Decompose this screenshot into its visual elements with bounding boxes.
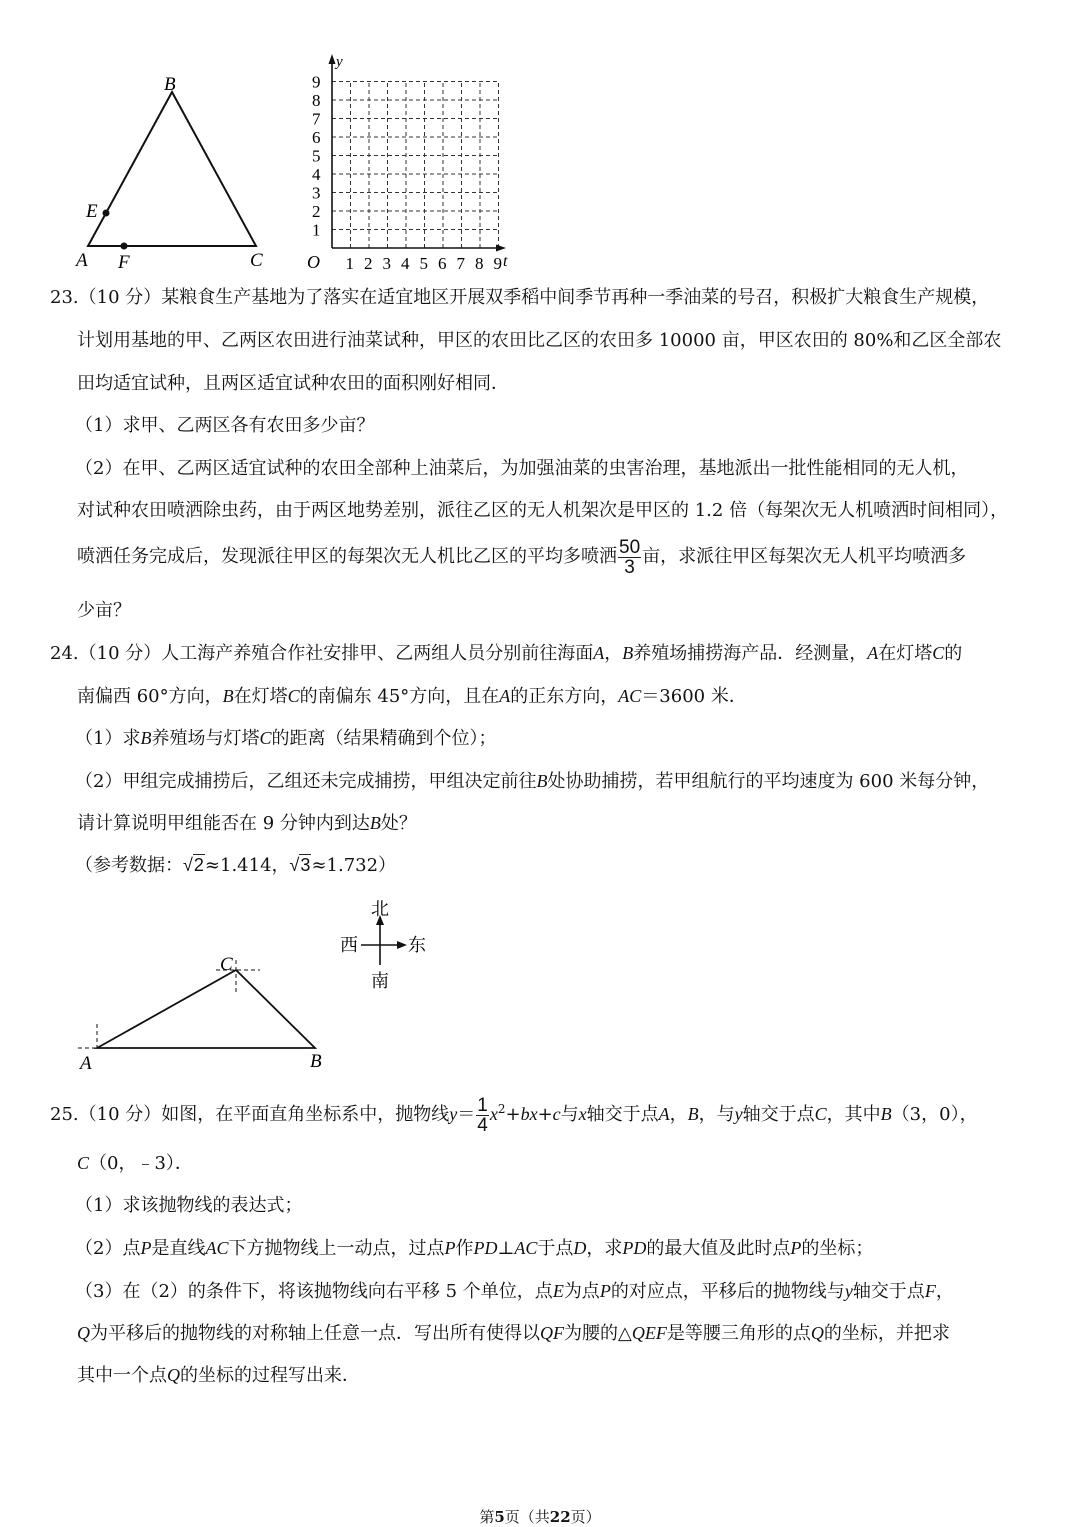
- q25-text: 下方抛物线上一动点，过点: [228, 1238, 445, 1259]
- q25-part-3-line-2: [77, 1322, 950, 1345]
- var-e: E: [552, 1281, 564, 1301]
- page-total: 22: [549, 1508, 571, 1526]
- q24-part-2-line-2: [77, 812, 417, 835]
- q23-part-1: （1）求甲、乙两区各有农田多少亩？: [75, 415, 375, 436]
- var-b: B: [369, 813, 381, 833]
- q24-line-1: [50, 642, 962, 665]
- q23-part-2-line-1: （2）在甲、乙两区适宜试种的农田全部种上油菜后，为加强油菜的虫害治理，基地派出一批性能相同的无人机，: [75, 458, 969, 479]
- y-tick-label: 9: [312, 72, 321, 92]
- var-a: A: [658, 1104, 670, 1124]
- q25-text: ，其中: [826, 1104, 881, 1125]
- q23-line-3: 田均适宜试种，且两区适宜试种农田的面积刚好相同．: [77, 373, 509, 394]
- x-tick-label: 9: [493, 254, 502, 273]
- var-c: c: [552, 1104, 561, 1124]
- q23-text-post-fraction: 亩，求派往甲区每架次无人机平均喷洒多: [642, 546, 967, 567]
- x-tick-label: 1: [345, 254, 354, 273]
- q25-text: 为点: [563, 1281, 600, 1302]
- q24-text: 的距离（结果精确到个位）；: [271, 728, 497, 749]
- q25-part-1: （1）求该抛物线的表达式；: [75, 1195, 303, 1216]
- fraction-50-over-3: [618, 538, 641, 577]
- q24-text: 的正东方向，: [510, 686, 619, 707]
- footer-text: 页（共: [504, 1508, 550, 1526]
- var-c: C: [814, 1104, 827, 1124]
- var-b: B: [140, 728, 152, 748]
- q25-part-3-line-1: [75, 1280, 954, 1303]
- var-c: C: [77, 1153, 90, 1173]
- label-e: E: [86, 201, 98, 222]
- q24-text: 养殖场与灯塔: [151, 728, 260, 749]
- var-x: x: [578, 1104, 587, 1124]
- var-p: P: [790, 1238, 802, 1258]
- label-c: C: [220, 954, 233, 975]
- q25-text: 于点: [537, 1238, 574, 1259]
- q24-text: ≈1.414，: [204, 855, 290, 876]
- q25-part-3-line-3: [77, 1364, 360, 1387]
- q23-text-pre-fraction: 喷洒任务完成后，发现派往甲区的每架次无人机比乙区的平均多喷洒: [77, 546, 617, 567]
- label-c: C: [250, 250, 263, 271]
- q25-text: 其中一个点: [77, 1365, 167, 1386]
- x-tick-label: 2: [364, 254, 373, 273]
- y-tick-label: 5: [312, 146, 321, 166]
- var-y: y: [844, 1281, 853, 1301]
- var-bx: bx: [520, 1104, 538, 1124]
- var-f: F: [924, 1281, 936, 1301]
- coordinate-grid-figure: [300, 50, 520, 275]
- sqrt-3: √3: [289, 855, 311, 875]
- page-footer: [0, 1506, 1080, 1527]
- q25-text: ＝: [457, 1104, 476, 1125]
- q25-text: ⊥: [497, 1238, 515, 1259]
- q25-text: 与: [560, 1104, 579, 1125]
- var-q: Q: [167, 1365, 180, 1385]
- radicand: 2: [193, 855, 204, 875]
- sqrt-2: √2: [183, 855, 204, 875]
- q25-text: 的坐标的过程写出来．: [180, 1365, 360, 1386]
- var-b: B: [536, 771, 548, 791]
- fraction-numerator: 50: [619, 536, 641, 558]
- var-c: C: [932, 643, 945, 663]
- q24-reference-data: [75, 854, 396, 877]
- y-tick-label: 4: [312, 165, 321, 184]
- var-c: C: [287, 686, 300, 706]
- footer-text: 页）: [570, 1508, 601, 1526]
- fraction-denominator: 3: [624, 556, 635, 578]
- q24-text: 的: [944, 643, 963, 664]
- q24-text: （参考数据：: [75, 855, 183, 876]
- q25-text: ，: [935, 1281, 954, 1302]
- q25-text: （0，﹣3）．: [89, 1153, 193, 1174]
- q24-text: 请计算说明甲组能否在 9 分钟内到达: [77, 813, 370, 834]
- q24-text: 的南偏东 45°方向，且在: [299, 686, 500, 707]
- q24-text: 处？: [380, 813, 417, 834]
- var-x: x: [489, 1104, 498, 1124]
- origin-label: O: [307, 252, 320, 272]
- q24-line-2: [77, 685, 747, 708]
- q24-text: 养殖场捕捞海产品．经测量，: [633, 643, 868, 664]
- var-ac: AC: [205, 1238, 229, 1258]
- fraction-1-over-4: [476, 1096, 489, 1135]
- label-b: B: [164, 74, 176, 95]
- var-a: A: [867, 643, 879, 663]
- var-qef: QEF: [631, 1323, 667, 1343]
- q25-text: 轴交于点: [586, 1104, 659, 1125]
- y-axis-label: y: [336, 54, 343, 70]
- q25-text: +: [537, 1104, 553, 1125]
- var-y: y: [734, 1104, 743, 1124]
- q25-text: 的最大值及此时点: [646, 1238, 791, 1259]
- var-a: A: [593, 643, 605, 663]
- y-tick-label: 1: [312, 220, 321, 240]
- var-q: Q: [810, 1323, 824, 1343]
- q25-text: 为平移后的抛物线的对称轴上任意一点．写出所有使得以: [90, 1323, 540, 1344]
- x-tick-label: 7: [456, 254, 465, 273]
- q24-text: 处协助捕捞，若甲组航行的平均速度为 600 米每分钟，: [547, 771, 990, 792]
- label-a: A: [76, 250, 88, 271]
- page-number: 5: [494, 1508, 505, 1526]
- q23-part-2-line-4: 少亩？: [77, 600, 131, 621]
- q25-text: （3）在（2）的条件下，将该抛物线向右平移 5 个单位，点: [75, 1281, 553, 1302]
- q24-text: （2）甲组完成捕捞后，乙组还未完成捕捞，甲组决定前往: [75, 771, 537, 792]
- var-b: B: [622, 643, 634, 663]
- var-d: D: [573, 1238, 587, 1258]
- q25-text: ，求: [586, 1238, 623, 1259]
- compass-north: 北: [371, 899, 389, 919]
- label-b: B: [310, 1051, 322, 1072]
- q25-text: 的坐标，并把求: [823, 1323, 950, 1344]
- label-a: A: [80, 1053, 92, 1074]
- q25-text: +: [505, 1104, 521, 1125]
- var-y: y: [449, 1104, 458, 1124]
- var-p: P: [599, 1281, 611, 1301]
- var-pd: PD: [622, 1238, 647, 1258]
- var-qf: QF: [540, 1323, 564, 1343]
- q24-text: ，: [604, 643, 623, 664]
- point-f: [121, 243, 128, 250]
- q24-text: 24.（10 分）人工海产养殖合作社安排甲、乙两组人员分别前往海面: [50, 643, 594, 664]
- q25-text: 作: [455, 1238, 474, 1259]
- var-b: B: [880, 1104, 892, 1124]
- var-b: B: [222, 686, 234, 706]
- compass-west: 西: [340, 935, 358, 955]
- q25-text: 的对应点，平移后的抛物线与: [610, 1281, 845, 1302]
- var-pd: PD: [473, 1238, 498, 1258]
- y-tick-label: 2: [312, 202, 321, 221]
- y-tick-label: 8: [312, 91, 321, 110]
- q25-text: ，与: [698, 1104, 735, 1125]
- q25-text: 是等腰三角形的点: [666, 1323, 811, 1344]
- label-f: F: [118, 252, 130, 273]
- y-tick-label: 7: [312, 109, 321, 129]
- x-tick-label: 4: [401, 254, 410, 273]
- q25-text: ，: [669, 1104, 688, 1125]
- point-e: [103, 210, 110, 217]
- y-tick-label: 3: [312, 183, 321, 203]
- var-p: P: [444, 1238, 456, 1258]
- lighthouse-triangle-figure: [70, 950, 370, 1075]
- fraction-numerator: 1: [477, 1094, 488, 1116]
- var-p: P: [140, 1238, 152, 1258]
- radicand: 3: [300, 855, 311, 875]
- x-axis-label: t: [503, 253, 508, 270]
- q25-text: 的坐标；: [801, 1238, 874, 1259]
- q24-part-2-line-1: [75, 770, 989, 793]
- q23-line-2: 计划用基地的甲、乙两区农田进行油菜试种，甲区的农田比乙区的农田多 10000 亩，甲区农田的 80%和乙区全部农: [77, 330, 1002, 351]
- q24-part-1: [75, 727, 496, 750]
- y-tick-label: 6: [312, 128, 321, 147]
- q25-part-2: [75, 1237, 873, 1260]
- q23-line-1: 23.（10 分）某粮食生产基地为了落实在适宜地区开展双季稻中间季节再种一季油菜的号召，积极扩大粮食生产规模，: [50, 287, 990, 308]
- q25-line-2: [77, 1152, 193, 1175]
- q24-text: 在灯塔: [878, 643, 933, 664]
- triangle-figure: [60, 60, 300, 280]
- q25-text: 25.（10 分）如图，在平面直角坐标系中，抛物线: [50, 1104, 450, 1125]
- var-ac: AC: [514, 1238, 538, 1258]
- q25-text: （3，0），: [891, 1104, 978, 1125]
- var-c: C: [259, 728, 272, 748]
- q24-text: ＝3600 米．: [641, 686, 747, 707]
- exponent: 2: [497, 1102, 506, 1116]
- q25-text: 轴交于点: [852, 1281, 925, 1302]
- q24-text: ≈1.732）: [311, 855, 397, 876]
- q23-part-2-line-3: [77, 536, 966, 578]
- q25-line-1: [50, 1088, 978, 1136]
- q24-text: 在灯塔: [233, 686, 288, 707]
- q25-text: 是直线: [151, 1238, 206, 1259]
- var-a: A: [499, 686, 511, 706]
- q25-text: 为腰的△: [564, 1323, 632, 1344]
- var-q: Q: [77, 1323, 90, 1343]
- q24-text: 南偏西 60°方向，: [77, 686, 223, 707]
- x-tick-label: 8: [475, 254, 484, 273]
- q24-text: （1）求: [75, 728, 141, 749]
- x-tick-label: 6: [438, 254, 447, 273]
- x-tick-label: 5: [419, 254, 428, 273]
- var-ac: AC: [618, 686, 642, 706]
- compass-east: 东: [408, 935, 426, 955]
- q25-text: 轴交于点: [742, 1104, 815, 1125]
- footer-text: 第: [479, 1508, 495, 1526]
- q23-part-2-line-2: 对试种农田喷洒除虫药，由于两区地势差别，派往乙区的无人机架次是甲区的 1.2 倍（每架次无人机喷洒时间相同），: [77, 500, 1009, 521]
- fraction-denominator: 4: [477, 1114, 488, 1136]
- x-tick-label: 3: [382, 254, 391, 273]
- var-b: B: [687, 1104, 699, 1124]
- q25-text: （2）点: [75, 1238, 141, 1259]
- compass-south: 南: [371, 971, 389, 991]
